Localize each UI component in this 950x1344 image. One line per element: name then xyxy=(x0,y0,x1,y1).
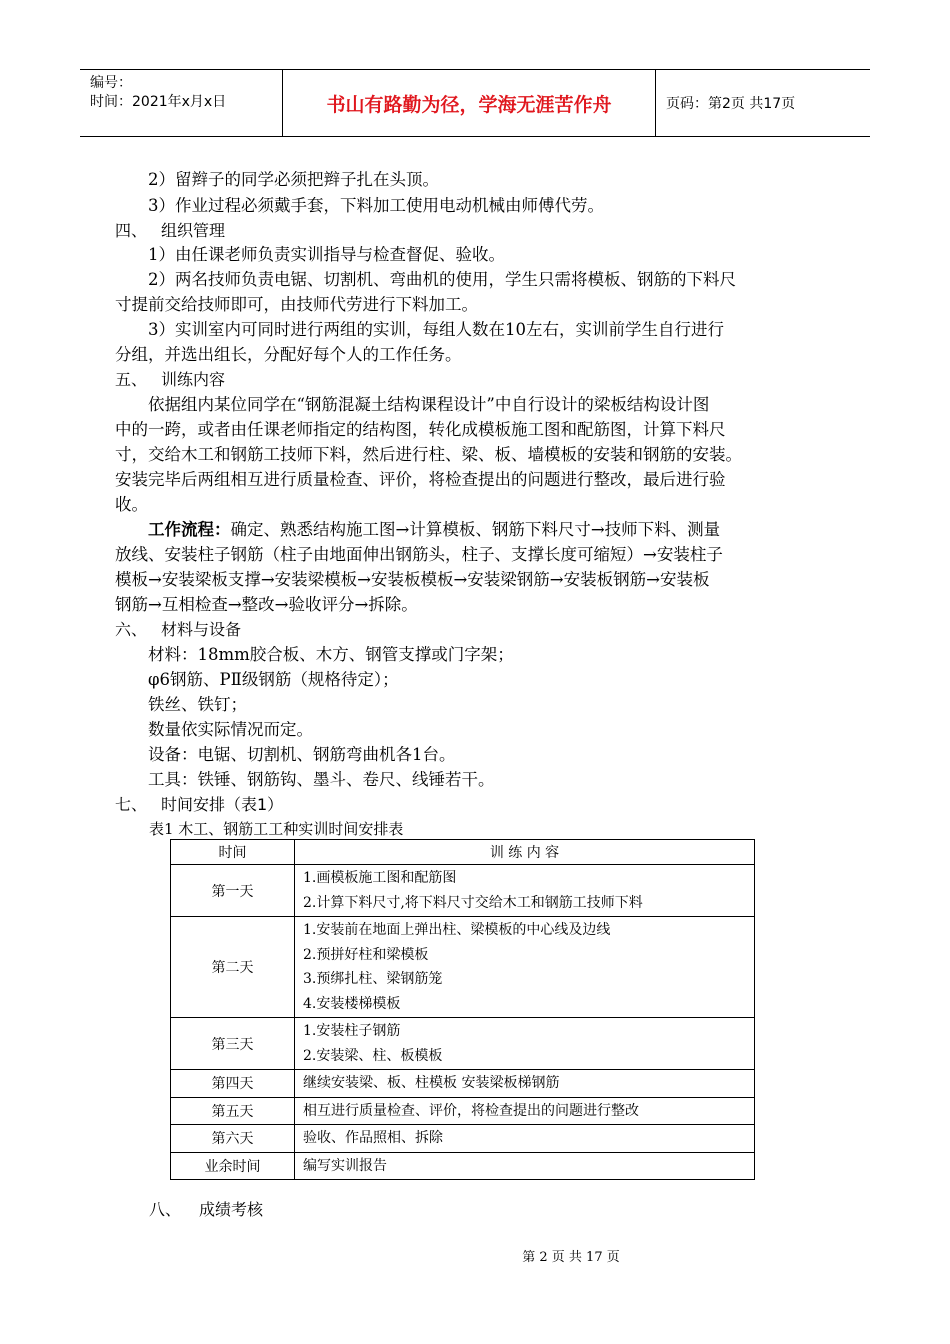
paragraph: 3）作业过程必须戴手套，下料加工使用电动机械由师傅代劳。 xyxy=(148,196,604,215)
paragraph: 安装完毕后两组相互进行质量检查、评价，将检查提出的问题进行整改，最后进行验 xyxy=(115,470,726,489)
day-cell: 第四天 xyxy=(171,1070,295,1098)
section-number: 五、 xyxy=(115,370,148,389)
header-meta xyxy=(80,70,283,136)
table-row xyxy=(171,1070,755,1098)
page-footer xyxy=(0,1246,950,1265)
table-row xyxy=(171,1097,755,1125)
paragraph: 依据组内某位同学在“钢筋混凝土结构课程设计”中自行设计的梁板结构设计图 xyxy=(148,395,710,414)
section-title: 时间安排（表1） xyxy=(161,795,284,814)
section-heading-4 xyxy=(115,219,225,243)
table-row xyxy=(171,1152,755,1180)
content-item: 继续安装梁、板、柱模板 安装梁板梯钢筋 xyxy=(303,1075,560,1091)
paragraph: 设备：电锯、切割机、钢筋弯曲机各1台。 xyxy=(148,745,456,764)
paragraph: 2）两名技师负责电锯、切割机、弯曲机的使用，学生只需将模板、钢筋的下料尺 xyxy=(148,270,736,289)
table-header-row xyxy=(171,840,755,865)
paragraph: 材料：18mm胶合板、木方、钢管支撑或门字架； xyxy=(148,645,514,664)
paragraph: 1）由任课老师负责实训指导与检查督促、验收。 xyxy=(148,245,505,264)
paragraph: 收。 xyxy=(115,495,148,514)
paragraph: 中的一跨，或者由任课老师指定的结构图，转化成模板施工图和配筋图，计算下料尺 xyxy=(115,420,726,439)
table-row xyxy=(171,865,755,917)
paragraph: 寸提前交给技师即可，由技师代劳进行下料加工。 xyxy=(115,295,478,314)
content-item: 1.画模板施工图和配筋图 xyxy=(303,870,457,886)
day-cell: 第一天 xyxy=(171,865,295,917)
section-number: 八、 xyxy=(149,1200,182,1219)
day-cell: 第二天 xyxy=(171,917,295,1018)
day-cell: 第三天 xyxy=(171,1018,295,1070)
section-heading-5 xyxy=(115,368,225,392)
content-cell xyxy=(295,1070,755,1098)
paragraph: 铁丝、铁钉； xyxy=(148,695,247,714)
content-cell xyxy=(295,1152,755,1180)
content-item: 验收、作品照相、拆除 xyxy=(303,1130,443,1146)
section-title: 训练内容 xyxy=(161,370,226,389)
section-number: 四、 xyxy=(115,221,148,240)
date-text: 时间：2021年x月x日 xyxy=(90,94,227,110)
page-header xyxy=(80,69,870,137)
paragraph: φ6钢筋、PⅡ级钢筋（规格待定）； xyxy=(148,670,399,689)
content-item: 3.预绑扎柱、梁钢筋笼 xyxy=(303,971,443,987)
serial-label: 编号： xyxy=(90,75,132,91)
table-row xyxy=(171,1018,755,1070)
section-heading-7 xyxy=(115,793,283,817)
paragraph: 寸，交给木工和钢筋工技师下料，然后进行柱、梁、板、墙模板的安装和钢筋的安装。 xyxy=(115,445,742,464)
paragraph: 2）留辫子的同学必须把辫子扎在头顶。 xyxy=(148,170,439,189)
table-row xyxy=(171,917,755,1018)
workflow-paragraph xyxy=(148,518,720,542)
content-item: 2.安装梁、柱、板模板 xyxy=(303,1047,443,1064)
content-item: 相互进行质量检查、评价，将检查提出的问题进行整改 xyxy=(303,1102,639,1119)
content-item: 4.安装楼梯模板 xyxy=(303,995,401,1012)
content-cell xyxy=(295,865,755,917)
content-item: 1.安装柱子钢筋 xyxy=(303,1023,401,1039)
content-item: 2.计算下料尺寸,将下料尺寸交给木工和钢筋工技师下料 xyxy=(303,894,643,911)
schedule-table xyxy=(170,839,755,1180)
section-heading-8 xyxy=(149,1198,263,1222)
section-title: 材料与设备 xyxy=(161,620,242,639)
content-item: 编写实训报告 xyxy=(303,1157,387,1174)
paragraph: 分组，并选出组长，分配好每个人的工作任务。 xyxy=(115,345,462,364)
footer-page-number: 第 2 页 共 17 页 xyxy=(522,1250,620,1265)
content-cell xyxy=(295,1125,755,1153)
workflow-text: 确定、熟悉结构施工图→计算模板、钢筋下料尺寸→技师下料、测量 xyxy=(230,520,721,539)
paragraph: 钢筋→互相检查→整改→验收评分→拆除。 xyxy=(115,595,418,614)
paragraph: 3）实训室内可同时进行两组的实训，每组人数在10左右，实训前学生自行进行 xyxy=(148,320,724,339)
table-caption: 表1 木工、钢筋工工种实训时间安排表 xyxy=(149,820,404,838)
paragraph: 数量依实际情况而定。 xyxy=(148,720,313,739)
content-cell xyxy=(295,917,755,1018)
column-header-content: 训 练 内 容 xyxy=(295,840,755,865)
header-motto: 书山有路勤为径，学海无涯苦作舟 xyxy=(283,70,656,136)
section-number: 六、 xyxy=(115,620,148,639)
section-number: 七、 xyxy=(115,795,148,814)
day-cell: 业余时间 xyxy=(171,1152,295,1180)
content-item: 1.安装前在地面上弹出柱、梁模板的中心线及边线 xyxy=(303,922,611,938)
section-title: 成绩考核 xyxy=(199,1200,264,1219)
paragraph: 模板→安装梁板支撑→安装梁模板→安装板模板→安装梁钢筋→安装板钢筋→安装板 xyxy=(115,570,710,589)
header-page-number: 页码：第2页 共17页 xyxy=(666,96,796,112)
column-header-time: 时间 xyxy=(171,840,295,865)
content-cell xyxy=(295,1097,755,1125)
workflow-label: 工作流程： xyxy=(148,520,231,539)
paragraph: 工具：铁锤、钢筋钩、墨斗、卷尺、线锤若干。 xyxy=(148,770,495,789)
content-cell xyxy=(295,1018,755,1070)
section-heading-6 xyxy=(115,618,241,642)
day-cell: 第五天 xyxy=(171,1097,295,1125)
paragraph: 放线、安装柱子钢筋（柱子由地面伸出钢筋头，柱子、支撑长度可缩短）→安装柱子 xyxy=(115,545,723,564)
section-title: 组织管理 xyxy=(161,221,226,240)
day-cell: 第六天 xyxy=(171,1125,295,1153)
content-item: 2.预拼好柱和梁模板 xyxy=(303,946,429,963)
table-row xyxy=(171,1125,755,1153)
